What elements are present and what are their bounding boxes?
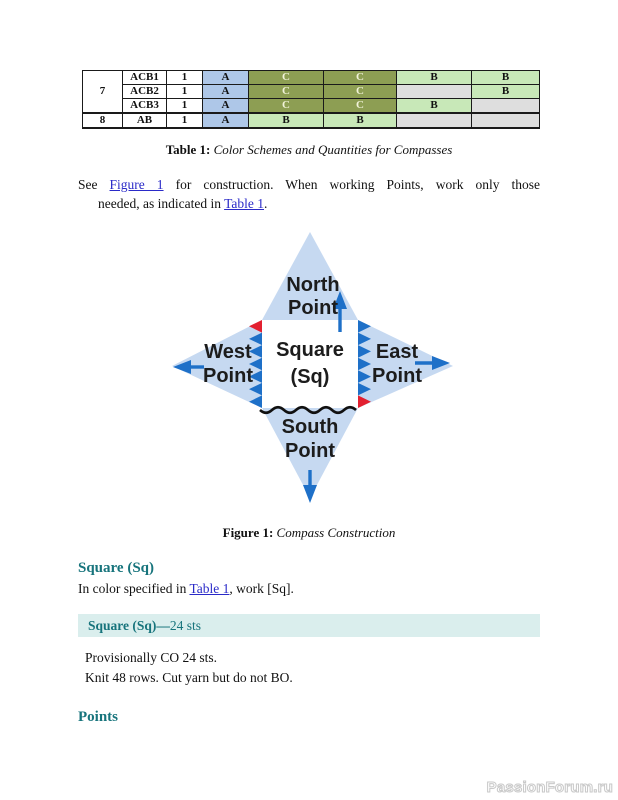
table-cell: C [324, 99, 397, 114]
square-section-heading: Square (Sq) [78, 560, 154, 576]
east-point-label: Point [372, 365, 422, 387]
pattern-box-title: Square (Sq)— [88, 618, 170, 633]
west-point-label: West [204, 341, 252, 363]
intro-text: needed, as indicated in [98, 196, 225, 211]
table-cell [397, 85, 472, 99]
table-cell: C [324, 85, 397, 99]
intro-text: See [78, 177, 110, 192]
color-scheme-table [82, 70, 540, 129]
intro-line-2 [78, 194, 540, 213]
west-point-label: Point [203, 365, 253, 387]
pattern-instruction: Knit 48 rows. Cut yarn but do not BO. [85, 670, 293, 685]
table-cell: C [249, 99, 324, 114]
watermark: PassionForum.ru [486, 779, 613, 796]
figure-caption-text: Compass Construction [276, 525, 396, 540]
table-cell: 1 [167, 85, 203, 99]
table-cell: B [397, 71, 472, 85]
figure-caption [78, 525, 540, 541]
table-cell: A [203, 99, 249, 114]
table-cell: A [203, 113, 249, 128]
table-caption-text: Color Schemes and Quantities for Compasses [213, 142, 453, 157]
center-square [262, 320, 358, 408]
intro-text: for construction. When working Points, work only those [163, 177, 541, 192]
table-cell: 8 [83, 113, 123, 128]
table-cell: A [203, 71, 249, 85]
pattern-box-header [78, 614, 540, 637]
south-point-label: South [281, 416, 339, 438]
north-point-label: Point [288, 297, 338, 319]
square-section-body [78, 581, 540, 597]
table-cell: B [397, 99, 472, 114]
table-cell [472, 99, 540, 114]
table-1-link[interactable]: Table 1 [189, 581, 230, 596]
table-row [83, 99, 540, 114]
table-row [83, 85, 540, 99]
table-cell: 1 [167, 71, 203, 85]
table-cell: C [249, 71, 324, 85]
table-cell: 7 [83, 71, 123, 114]
table-cell [472, 113, 540, 128]
table-1-link[interactable]: Table 1 [224, 196, 265, 211]
table-cell: ACB3 [123, 99, 167, 114]
intro-paragraph [78, 175, 540, 213]
table-cell: B [249, 113, 324, 128]
pattern-box-stitch-count: 24 sts [169, 618, 202, 633]
table-cell: A [203, 85, 249, 99]
compass-figure [160, 223, 458, 507]
table-cell: ACB2 [123, 85, 167, 99]
figure-1-link[interactable]: Figure 1 [109, 177, 164, 192]
table-cell: B [472, 85, 540, 99]
points-section-heading: Points [78, 709, 119, 725]
table-row [83, 71, 540, 85]
figure-caption-label: Figure 1: [222, 525, 274, 540]
table-caption [78, 142, 540, 158]
body-text: , work [Sq]. [229, 581, 294, 596]
north-point-label: North [286, 274, 340, 296]
table-cell [397, 113, 472, 128]
table-cell: AB [123, 113, 167, 128]
table-row [83, 113, 540, 128]
east-point-label: East [375, 341, 419, 363]
south-point-label: Point [285, 440, 335, 462]
intro-text: . [264, 196, 268, 211]
square-label: (Sq) [290, 366, 330, 388]
compass-diagram-svg [160, 223, 458, 507]
body-text: In color specified in [78, 581, 190, 596]
table-cell: B [472, 71, 540, 85]
pattern-box-body [85, 648, 540, 688]
table-cell: 1 [167, 99, 203, 114]
table-cell: C [324, 71, 397, 85]
table-cell: B [324, 113, 397, 128]
table-caption-label: Table 1: [165, 142, 211, 157]
intro-line-1 [78, 175, 540, 194]
table-cell: ACB1 [123, 71, 167, 85]
pattern-instruction: Provisionally CO 24 sts. [85, 650, 218, 665]
square-label: Square [276, 339, 344, 361]
table-cell: 1 [167, 113, 203, 128]
table-cell: C [249, 85, 324, 99]
